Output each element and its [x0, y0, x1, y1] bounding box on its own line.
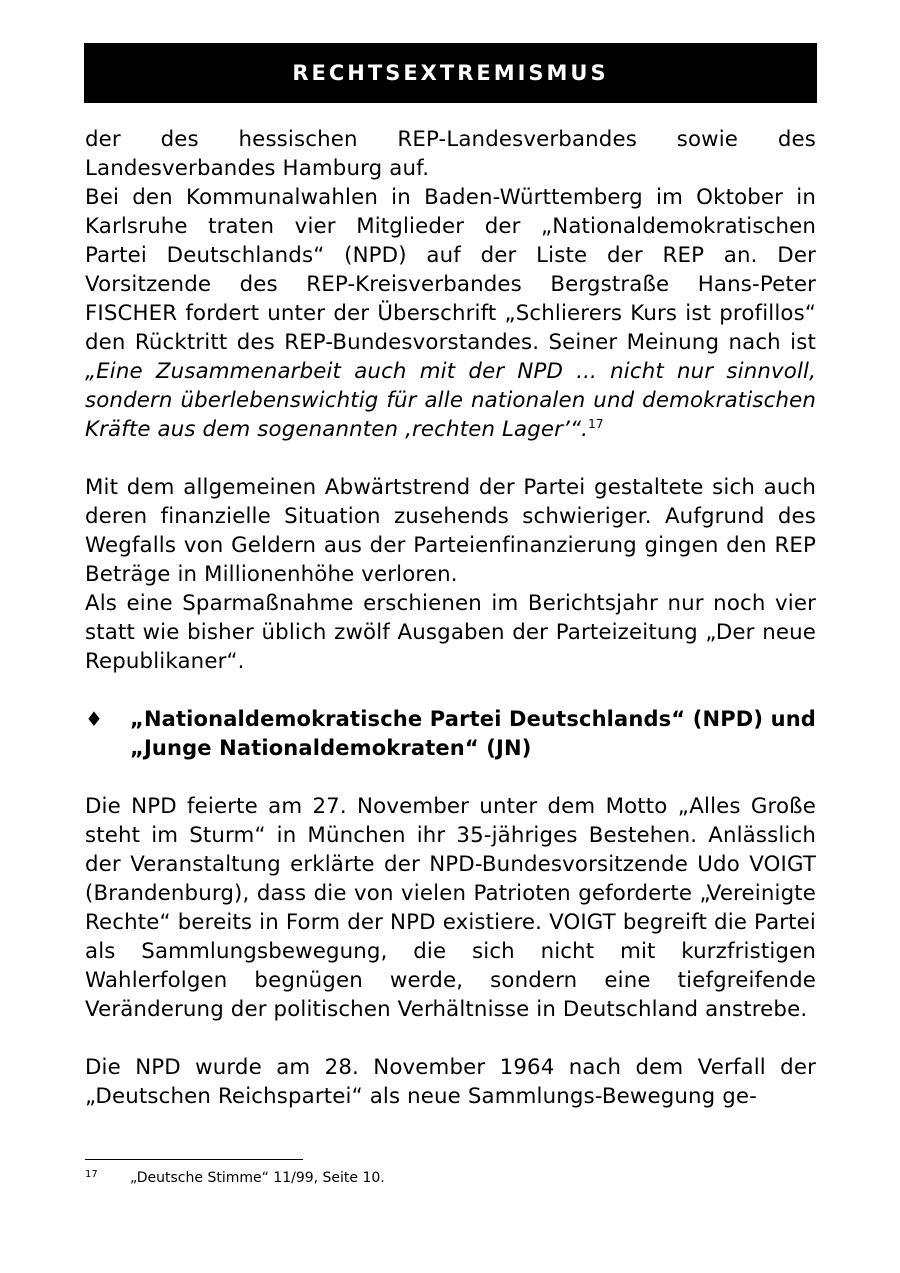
paragraph — [85, 183, 816, 444]
page-header-title: RECHTSEXTREMISMUS — [292, 61, 609, 85]
footnote — [85, 1169, 816, 1187]
footnote-reference: 17 — [588, 416, 604, 431]
paragraph: Die NPD wurde am 28. November 1964 nach dem Verfall der „Deutschen Reichspartei“ als neue Sammlungs-Bewegung ge- — [85, 1055, 816, 1109]
footnote-divider — [85, 1159, 303, 1160]
body-text — [85, 125, 816, 1111]
diamond-bullet-icon: ♦ — [85, 707, 104, 731]
section-heading-text: „Nationaldemokratische Partei Deutschlands“ (NPD) und „Junge Nationaldemokraten“ (JN) — [130, 707, 816, 760]
paragraph: der des hessischen REP-Landesverbandes sowie des Landesverbandes Hamburg auf. — [85, 127, 816, 181]
page-header-bar — [84, 43, 817, 103]
paragraph: Mit dem allgemeinen Abwärtstrend der Partei gestaltete sich auch deren finanzielle Situation zusehends schwieriger. Aufgrund des Wegfalls von Geldern aus der Parteienfinanzierung gingen den REP Beträge in Millionenhöhe verloren. — [85, 475, 816, 587]
paragraph: Als eine Sparmaßnahme erschienen im Berichtsjahr nur noch vier statt wie bisher üblich zwölf Ausgaben der Parteizeitung „Der neue Republikaner“. — [85, 591, 816, 674]
paragraph: Die NPD feierte am 27. November unter dem Motto „Alles Große steht im Sturm“ in München ihr 35-jähriges Bestehen. Anlässlich der Veranstaltung erklärte der NPD-Bundesvorsitzende Udo VOIGT (Brandenburg), dass die von vielen Patrioten geforderte „Vereinigte Rechte“ bereits in Form der NPD existiere. VOIGT begreift die Partei als Sammlungsbewegung, die sich nicht mit kurzfristigen Wahlerfolgen begnügen werde, sondern eine tiefgreifende Veränderung der politischen Verhältnisse in Deutschland anstrebe. — [85, 794, 816, 1022]
paragraph-text: Bei den Kommunalwahlen in Baden-Württemberg im Oktober in Karlsruhe traten vier Mitglieder der „Nationaldemokratischen Partei Deutschlands“ (NPD) auf der Liste der REP an. Der Vorsitzende des REP-Kreisverbandes Bergstraße Hans-Peter FISCHER fordert unter der Überschrift „Schlierers Kurs ist profillos“ den Rücktritt des REP-Bundesvorstandes. Seiner Meinung nach ist — [85, 185, 816, 355]
quotation: „Eine Zusammenarbeit auch mit der NPD ... nicht nur sinnvoll, sondern überlebenswichtig für alle nationalen und demokratischen Kräfte aus dem sogenannten ‚rechten Lager’“. — [85, 359, 816, 442]
section-heading — [85, 705, 816, 763]
footnote-text: „Deutsche Stimme“ 11/99, Seite 10. — [130, 1170, 385, 1186]
footnote-number: 17 — [85, 1169, 98, 1180]
